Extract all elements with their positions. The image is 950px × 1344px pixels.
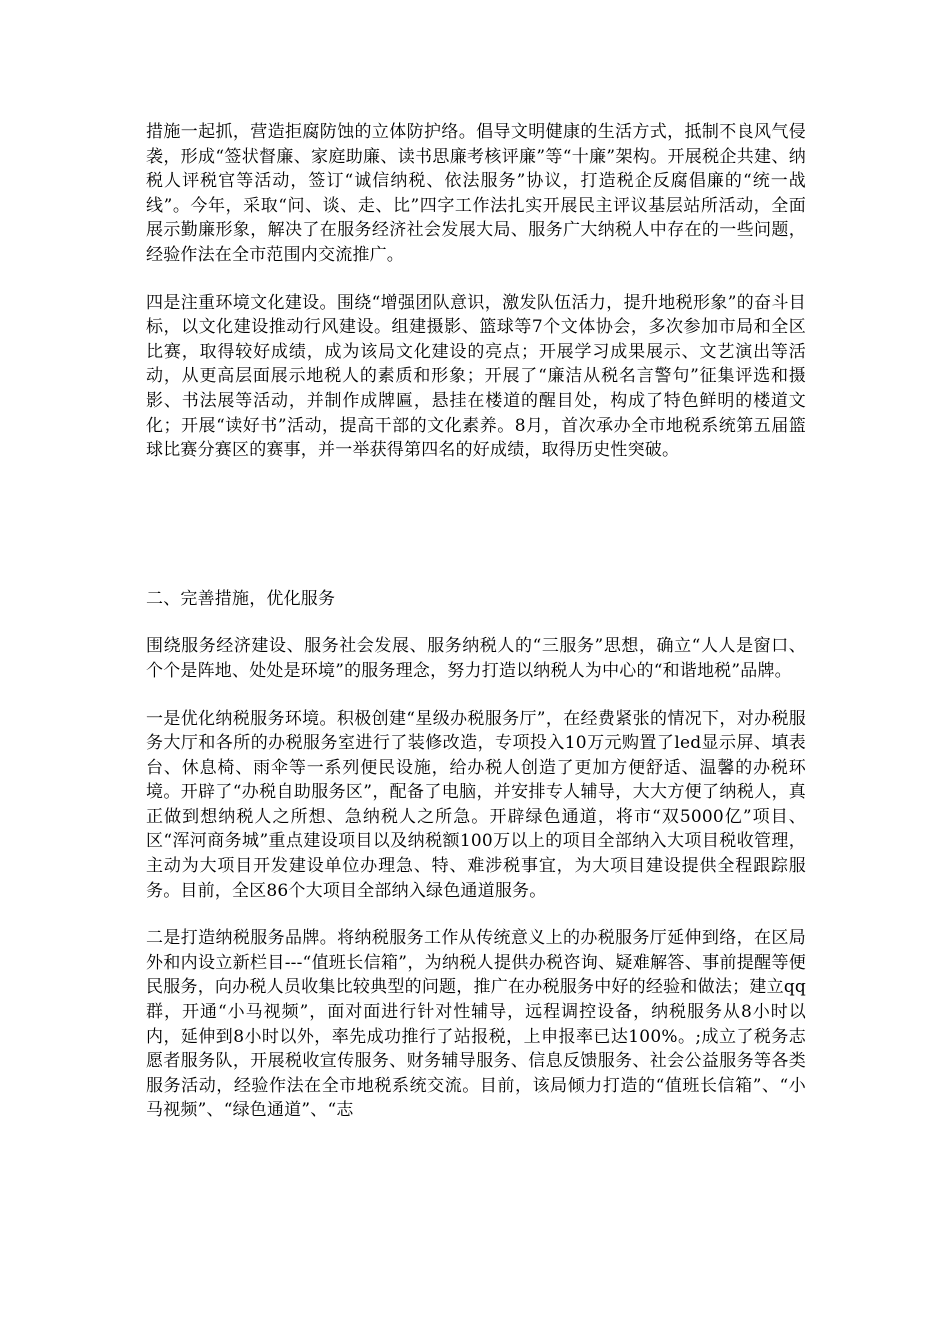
- document-page: [146, 120, 806, 1123]
- paragraph-anti-corruption: 措施一起抓，营造拒腐防蚀的立体防护络。倡导文明健康的生活方式，抵制不良风气侵袭，形成“签状督廉、家庭助廉、读书思廉考核评廉”等“十廉”架构。开展税企共建、纳税人评税官等活动，签订“诚信纳税、依法服务”协议，打造税企反腐倡廉的“统一战线”。今年，采取“问、谈、走、比”四字工作法扎实开展民主评议基层站所活动，全面展示勤廉形象，解决了在服务经济社会发展大局、服务广大纳税人中存在的一些问题，经验作法在全市范围内交流推广。: [146, 122, 806, 265]
- paragraph-environment-culture: 四是注重环境文化建设。围绕“增强团队意识，激发队伍活力，提升地税形象”的奋斗目标，以文化建设推动行风建设。组建摄影、篮球等7个文体协会，多次参加市局和全区比赛，取得较好成绩，成为该局文化建设的亮点；开展学习成果展示、文艺演出等活动，从更高层面展示地税人的素质和形象；开展了“廉洁从税名言警句”征集评选和摄影、书法展等活动，并制作成牌匾，悬挂在楼道的醒目处，构成了特色鲜明的楼道文化；开展“读好书”活动，提高干部的文化素养。8月，首次承办全市地税系统第五届篮球比赛分赛区的赛事，并一举获得第四名的好成绩，取得历史性突破。: [146, 292, 806, 461]
- paragraph-service-environment: 一是优化纳税服务环境。积极创建“星级办税服务厅”，在经费紧张的情况下，对办税服务大厅和各所的办税服务室进行了装修改造，专项投入10万元购置了led显示屏、填表台、休息椅、雨伞等一系列便民设施，给办税人创造了更加方便舒适、温馨的办税环境。开辟了“办税自助服务区”，配备了电脑，并安排专人辅导，大大方便了纳税人，真正做到想纳税人之所想、急纳税人之所急。开辟绿色通道，将市“双5000亿”项目、区“浑河商务城”重点建设项目以及纳税额100万以上的项目全部纳入大项目税收管理，主动为大项目开发建设单位办理急、特、难涉税事宜，为大项目建设提供全程跟踪服务。目前，全区86个大项目全部纳入绿色通道服务。: [146, 708, 806, 901]
- paragraph-service-brand: 二是打造纳税服务品牌。将纳税服务工作从传统意义上的办税服务厅延伸到络，在区局外和内设立新栏目---“值班长信箱”，为纳税人提供办税咨询、疑难解答、事前提醒等便民服务，向办税人员收集比较典型的问题，推广在办税服务中好的经验和做法；建立qq群，开通“小马视频”，面对面进行针对性辅导，远程调控设备，纳税服务从8小时以内，延伸到8小时以外，率先成功推行了站报税，上申报率已达100%。;成立了税务志愿者服务队，开展税收宣传服务、财务辅导服务、信息反馈服务、社会公益服务等各类服务活动，经验作法在全市地税系统交流。目前，该局倾力打造的“值班长信箱”、“小马视频”、“绿色通道”、“志: [146, 928, 806, 1121]
- paragraph-service-philosophy: 围绕服务经济建设、服务社会发展、服务纳税人的“三服务”思想，确立“人人是窗口、个个是阵地、处处是环境”的服务理念，努力打造以纳税人为中心的“和谐地税”品牌。: [146, 636, 806, 681]
- section-heading: 二、完善措施，优化服务: [146, 588, 336, 609]
